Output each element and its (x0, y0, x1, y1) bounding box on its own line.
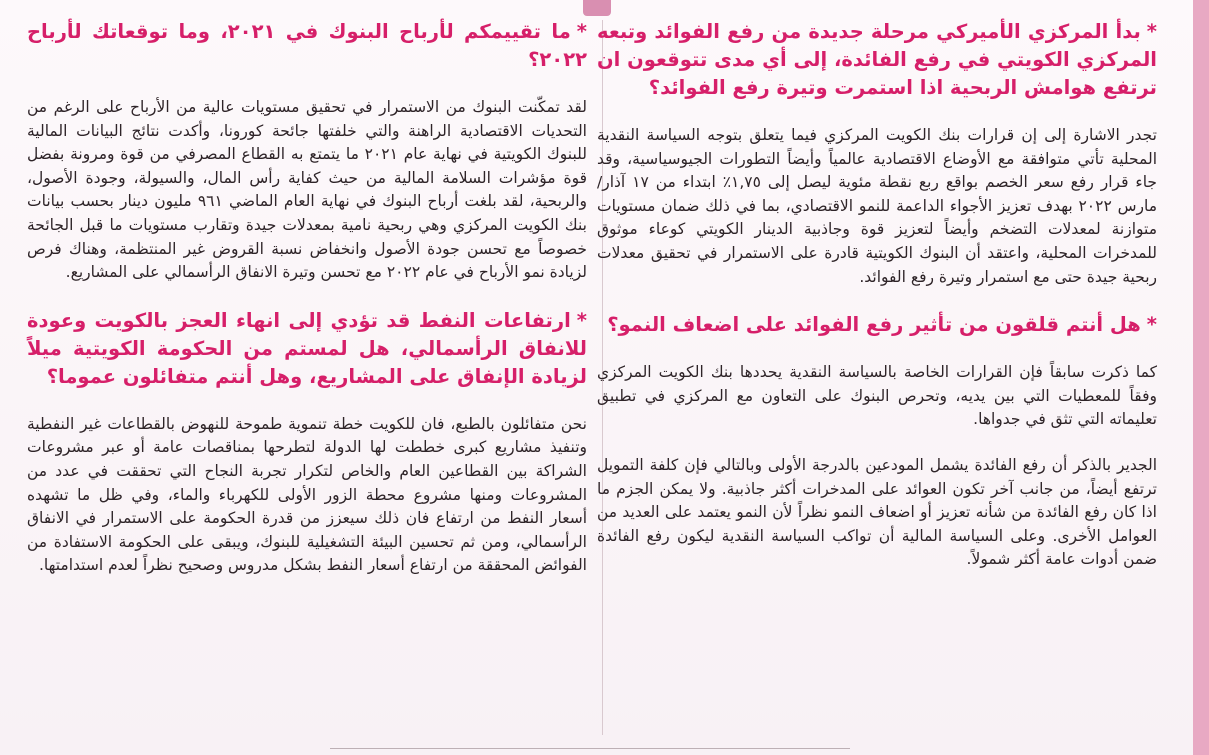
footer-rule (330, 748, 850, 749)
right-column (597, 18, 1157, 594)
bullet-star-icon: * (576, 20, 587, 43)
bullet-star-icon: * (1146, 20, 1157, 43)
answer-2: كما ذكرت سابقاً فإن القرارات الخاصة بالسياسة النقدية يحددها بنك الكويت المركزي وفقاً للمعطيات التي بين يديه، وتحرص البنوك على التعاون مع المركزي في تطبيق تعليماته التي تثق في جدواها. (597, 363, 1157, 429)
page-edge-strip (1193, 0, 1209, 755)
bullet-star-icon: * (1146, 313, 1157, 337)
answer-1: تجدر الاشارة إلى إن قرارات بنك الكويت المركزي فيما يتعلق بتوجه السياسة النقدية المحلية تأتي متوافقة مع الأوضاع الاقتصادية عالمياً وأيضاً التطورات الجيوسياسية، وقد جاء قرار رفع سعر الخصم بواقع ربع نقطة مئوية ليصل إلى ١,٧٥٪ ابتداء من ١٧ آذار/مارس ٢٠٢٢ بهدف تعزيز الأجواء الداعمة للنمو الاقتصادي، بما في ذلك ضمان مستويات متوازنة لمعدلات التضخم وأيضاً لتعزيز قوة وجاذبية الدينار الكويتي كوعاء موثوق للمدخرات المحلية، واعتقد أن البنوك الكويتية قادرة على الاستمرار في تحقيق معدلات ربحية جيدة حتى مع استمرار وتيرة رفع الفوائد. (597, 126, 1157, 286)
question-1 (597, 18, 1157, 102)
question-4 (27, 307, 587, 391)
left-column (27, 18, 587, 600)
question-3 (27, 18, 587, 74)
question-1-text: بدأ المركزي الأميركي مرحلة جديدة من رفع الفوائد وتبعه المركزي الكويتي في رفع الفائدة، إلى أي مدى تتوقعون ان ترتفع هوامش الربحية اذا استمرت وتيرة رفع الفوائد؟ (597, 20, 1157, 99)
question-2 (597, 311, 1157, 339)
page-tab-marker (583, 0, 611, 16)
bullet-star-icon: * (576, 308, 587, 332)
answer-3: لقد تمكّنت البنوك من الاستمرار في تحقيق مستويات عالية من الأرباح على الرغم من التحديات الاقتصادية الراهنة والتي خلفتها جائحة كورونا، وأكدت نتائج البيانات المالية للبنوك الكويتية في نهاية عام ٢٠٢١ ما يتمتع به القطاع المصرفي من قوة ومرونة بفضل قوة مؤشرات السلامة المالية من حيث كفاية رأس المال، والسيولة، وجودة الأصول، والربحية، لقد بلغت أرباح البنوك في نهاية العام الماضي ٩٦١ مليون دينار بحسب بيانات بنك الكويت المركزي وهي ربحية نامية بمعدلات جيدة وتقارب مستويات ما قبل الجائحة خصوصاً مع تحسن جودة الأصول وانخفاض نسبة القروض غير المنتظمة، وهناك فرص لزيادة نمو الأرباح في عام ٢٠٢٢ مع تحسن وتيرة الانفاق الرأسمالي على المشاريع. (27, 98, 588, 282)
answer-4: نحن متفائلون بالطبع، فان للكويت خطة تنموية طموحة للنهوض بالقطاعات غير النفطية وتنفيذ مشاريع كبرى خططت لها الدولة لتطرحها بمناقصات عامة أو عبر مشروعات الشراكة بين القطاعين العام والخاص لتكرار تجربة النجاح التي تحققت في عدد من المشروعات ومنها مشروع محطة الزور الأولى للكهرباء والماء، وفي ظل ما تشهده أسعار النفط من ارتفاع فان ذلك سيعزز من قدرة الحكومة على الاستمرار في الانفاق الرأسمالي، ومن ثم تحسين البيئة التشغيلية للبنوك، ويبقى على الحكومة الاستفادة من الفوائض المحققة من ارتفاع أسعار النفط بشكل مدروس وصحيح نظراً لعدم استدامتها. (27, 414, 587, 575)
question-3-text: ما تقييمكم لأرباح البنوك في ٢٠٢١، وما توقعاتك لأرباح ٢٠٢٢؟ (27, 20, 587, 71)
answer-2-continued: الجدير بالذكر أن رفع الفائدة يشمل المودعين بالدرجة الأولى وبالتالي فإن كلفة التمويل ترتفع أيضاً، من جانب آخر تكون العوائد على المدخرات أكثر جاذبية. ولا يمكن الجزم ما اذا كان رفع الفائدة من شأنه تعزيز أو اضعاف النمو نظراً لأن النمو يعتمد على العديد من العوامل الأخرى. وعلى السياسة المالية أن تواكب السياسة النقدية ليكون رفع الفائدة ضمن أدوات عامة أكثر شمولاً. (597, 455, 1157, 569)
question-2-text: هل أنتم قلقون من تأثير رفع الفوائد على اضعاف النمو؟ (607, 313, 1141, 337)
question-4-text: ارتفاعات النفط قد تؤدي إلى انهاء العجز بالكويت وعودة للانفاق الرأسمالي، هل لمستم من الحكومة الكويتية ميلاً لزيادة الإنفاق على المشاريع، وهل أنتم متفائلون عموما؟ (27, 308, 587, 388)
